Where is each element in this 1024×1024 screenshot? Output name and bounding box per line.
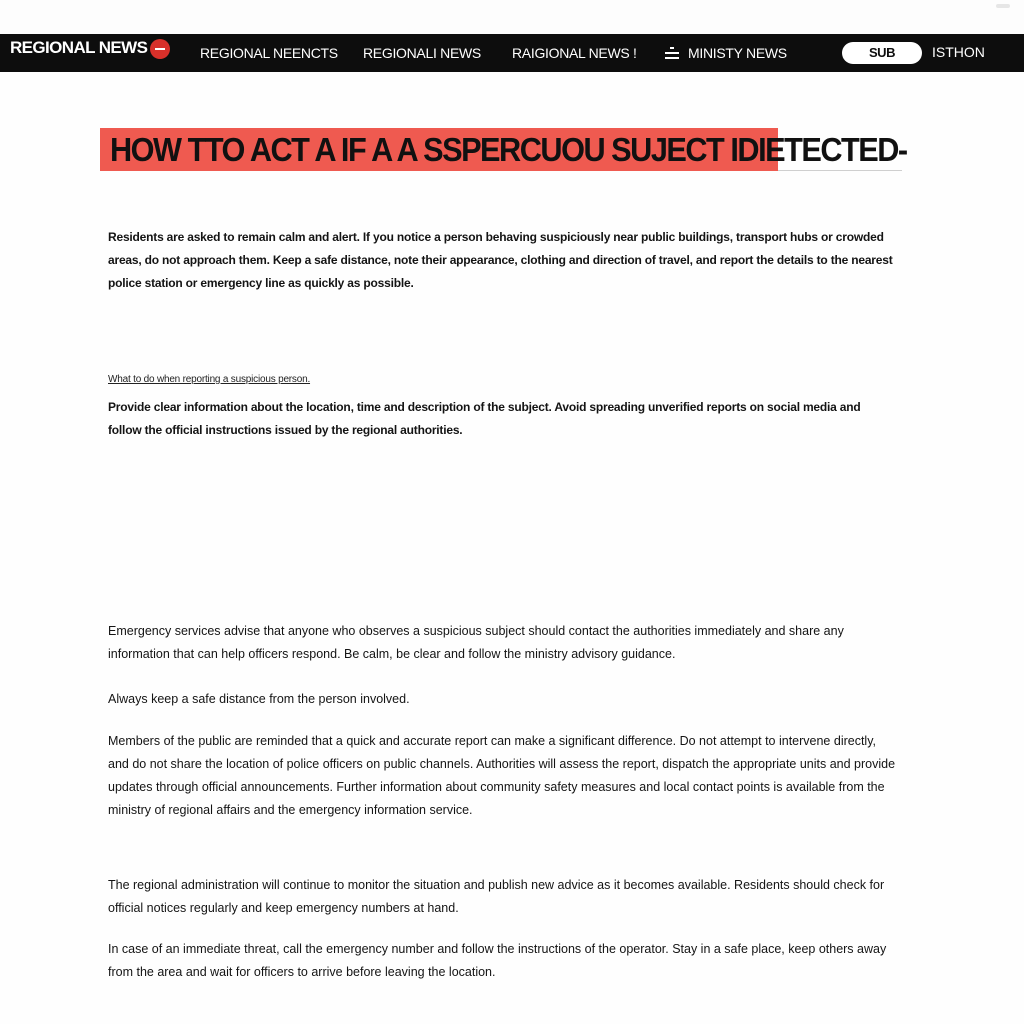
nav-item-ministry-news[interactable]: MINISTY NEWS (688, 45, 787, 61)
subheading-paragraph: Provide clear information about the location, time and description of the subject. Avoid spreading unverified reports on social media and follow the official instructions issued by the regional authorities. (108, 400, 861, 437)
page-title: HOW TTO ACT A IF A A SSPERCUOU SUJECT IDIETECTED- (110, 131, 907, 168)
top-strip (0, 0, 1024, 34)
nav-item-regional-news[interactable]: REGIONALI NEWS (363, 45, 481, 61)
intro-paragraph: Residents are asked to remain calm and alert. If you notice a person behaving suspiciously near public buildings, transport hubs or crowded areas, do not approach them. Keep a safe distance, note their appearance, clothing and direction of travel, and report the details to the nearest police station or emergency line as quickly as possible. (108, 230, 893, 290)
brand-logo[interactable] (10, 36, 170, 70)
nav-item-regional-events[interactable]: REGIONAL NEENCTS (200, 45, 338, 61)
headline-divider (778, 170, 902, 171)
body-paragraph-5: In case of an immediate threat, call the emergency number and follow the instructions of the operator. Stay in a safe place, keep others away from the area and wait for officers to arrive before leaving the location. (108, 942, 887, 979)
headline-highlight (100, 128, 907, 171)
corner-mark-icon (996, 4, 1010, 8)
brand-name: REGIONAL NEWS (10, 38, 148, 57)
search-link[interactable]: ISTHON (932, 44, 985, 60)
menu-icon[interactable] (663, 44, 681, 62)
nav-item-regional-news-alert[interactable]: RAIGIONAL NEWS ! (512, 45, 637, 61)
section-subheading[interactable]: What to do when reporting a suspicious person. (108, 374, 311, 385)
brand-badge-icon (150, 39, 170, 59)
body-paragraph-4: The regional administration will continue to monitor the situation and publish new advice as it becomes available. Residents should check for official notices regularly and keep emergency numbers at hand. (108, 878, 885, 915)
subscribe-button[interactable]: SUB (842, 42, 922, 64)
body-paragraph-2: Always keep a safe distance from the person involved. (108, 692, 410, 706)
top-navigation-bar (0, 34, 1024, 72)
body-paragraph-1: Emergency services advise that anyone who observes a suspicious subject should contact the authorities immediately and share any information that can help officers respond. Be calm, be clear and follow the ministry advisory guidance. (108, 624, 844, 661)
body-paragraph-3: Members of the public are reminded that a quick and accurate report can make a significant difference. Do not attempt to intervene directly, and do not share the location of police officers on public channels. Authorities will assess the report, dispatch the appropriate units and provide updates through official announcements. Further information about community safety measures and local contact points is available from the ministry of regional affairs and the emergency information service. (108, 734, 896, 817)
